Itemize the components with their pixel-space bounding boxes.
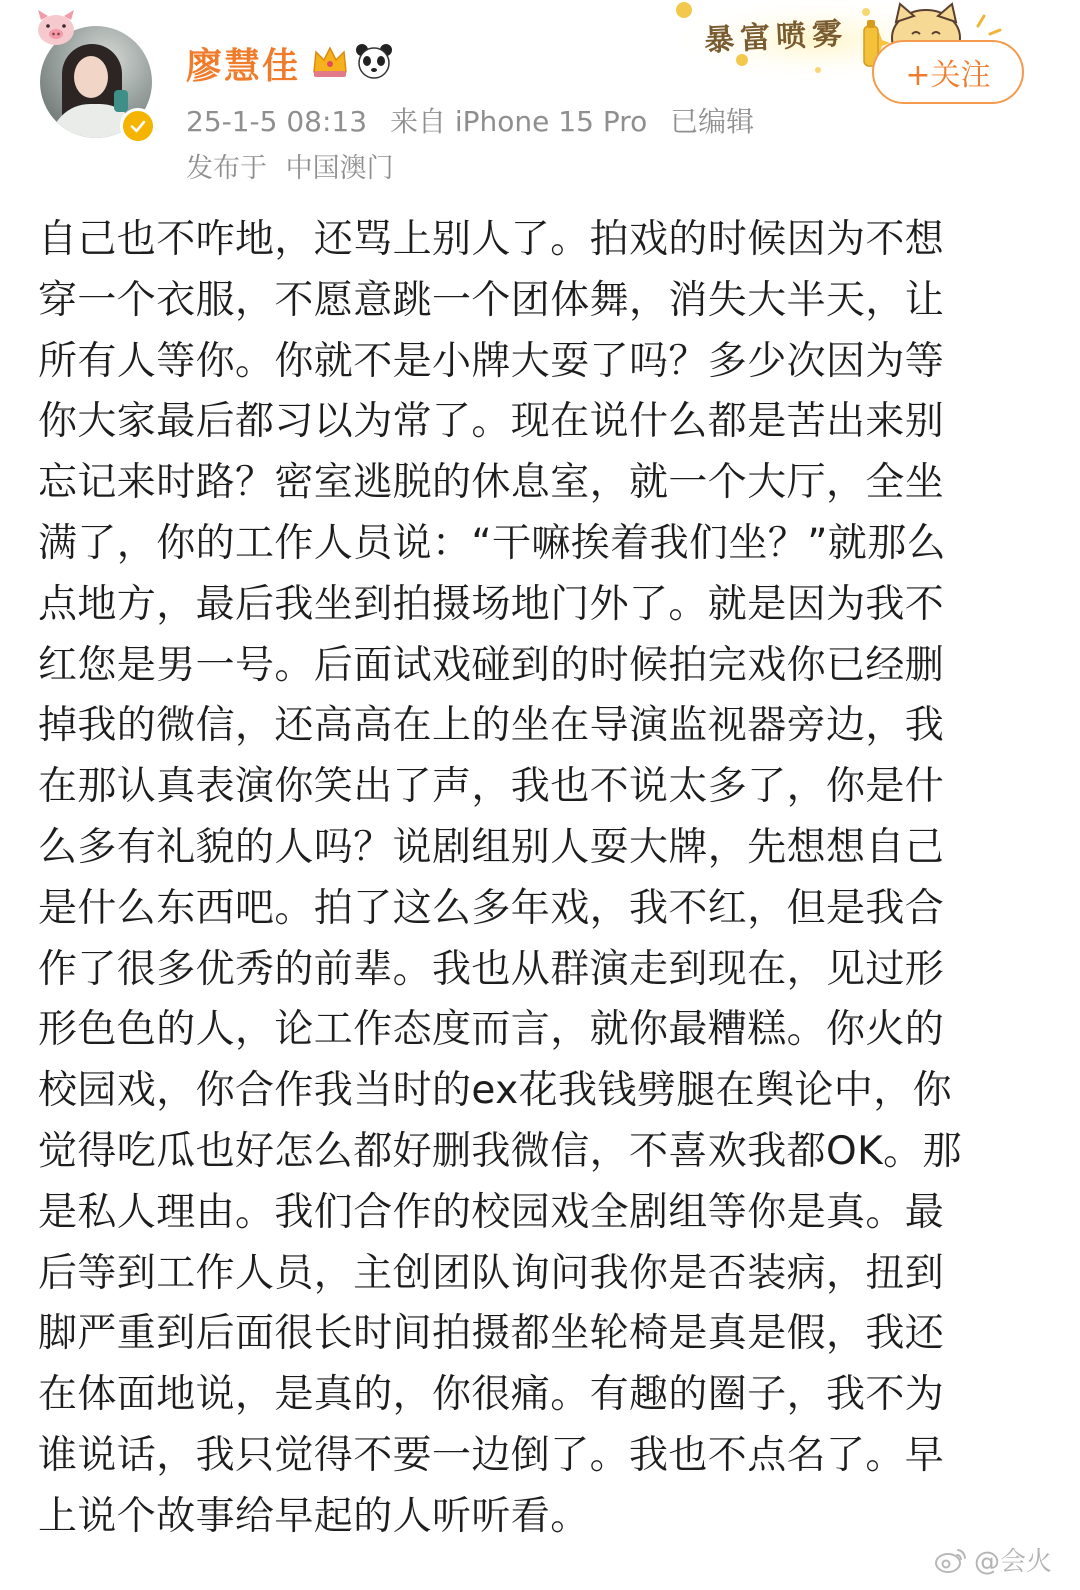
crown-icon — [310, 42, 350, 80]
post-text-line: 校园戏，你合作我当时的ex花我钱劈腿在舆论中，你 — [38, 1068, 952, 1114]
weibo-logo-icon — [934, 1546, 968, 1574]
post-timestamp[interactable]: 25-1-5 08:13 — [186, 105, 368, 138]
post-text-line: 你大家最后都习以为常了。现在说什么都是苦出来别 — [38, 399, 945, 445]
post-text-line: 么多有礼貌的人吗？说剧组别人耍大牌，先想想自己 — [38, 824, 945, 870]
pig-icon — [34, 8, 78, 48]
post-location — [186, 146, 404, 185]
post-text-line: 在体面地说，是真的，你很痛。有趣的圈子，我不为 — [38, 1372, 945, 1418]
post-text-line: 后等到工作人员，主创团队询问我你是否装病，扭到 — [38, 1250, 945, 1296]
post-text-line: 自己也不咋地，还骂上别人了。拍戏的时候因为不想 — [38, 217, 945, 262]
post-text-line: 红您是男一号。后面试戏碰到的时候拍完戏你已经删 — [38, 642, 945, 688]
post-body — [38, 210, 1038, 1548]
post-text-line: 穿一个衣服，不愿意跳一个团体舞，消失大半天，让 — [38, 277, 945, 323]
watermark — [934, 1541, 1052, 1578]
post-source: 来自 iPhone 15 Pro — [389, 105, 648, 138]
post-text-line: 是私人理由。我们合作的校园戏全剧组等你是真。最 — [38, 1189, 945, 1235]
location-value: 中国澳门 — [285, 153, 394, 184]
post-text-line: 上说个故事给早起的人听听看。 — [38, 1493, 590, 1539]
username[interactable]: 廖慧佳 — [186, 46, 301, 87]
decoration-text: 暴富喷雾 — [703, 16, 850, 59]
post-text-line: 点地方，最后我坐到拍摄场地门外了。就是因为我不 — [38, 581, 945, 627]
post-text-line: 在那认真表演你笑出了声，我也不说太多了，你是什 — [38, 764, 945, 810]
post-text-line: 掉我的微信，还高高在上的坐在导演监视器旁边，我 — [38, 703, 945, 749]
location-prefix: 发布于 — [186, 153, 267, 184]
edited-label[interactable]: 已编辑 — [670, 105, 755, 138]
avatar-container[interactable] — [34, 8, 164, 138]
post-text-line: 是什么东西吧。拍了这么多年戏，我不红，但是我合 — [38, 885, 945, 931]
verified-badge-icon — [120, 108, 156, 144]
post-text-line: 形色色的人，论工作态度而言，就你最糟糕。你火的 — [38, 1007, 945, 1053]
post-text-line: 觉得吃瓜也好怎么都好删我微信，不喜欢我都OK。那 — [38, 1128, 962, 1174]
post-text-line: 所有人等你。你就不是小牌大耍了吗？多少次因为等 — [38, 338, 945, 384]
post-text-line: 作了很多优秀的前辈。我也从群演走到现在，见过形 — [38, 946, 945, 992]
post-text-line: 忘记来时路？密室逃脱的休息室，就一个大厅，全坐 — [38, 460, 945, 506]
follow-button[interactable]: +关注 — [872, 40, 1024, 104]
post-meta — [186, 100, 768, 140]
avatar-face — [74, 56, 108, 98]
post-text-line: 脚严重到后面很长时间拍摄都坐轮椅是真是假，我还 — [38, 1311, 945, 1357]
panda-icon — [354, 42, 394, 80]
avatar-microphone — [114, 90, 128, 112]
post-text-line: 谁说话，我只觉得不要一边倒了。我也不点名了。早 — [38, 1432, 945, 1478]
post-text-line: 满了，你的工作人员说：“干嘛挨着我们坐？”就那么 — [38, 520, 947, 566]
watermark-text: @会火 — [973, 1547, 1052, 1577]
